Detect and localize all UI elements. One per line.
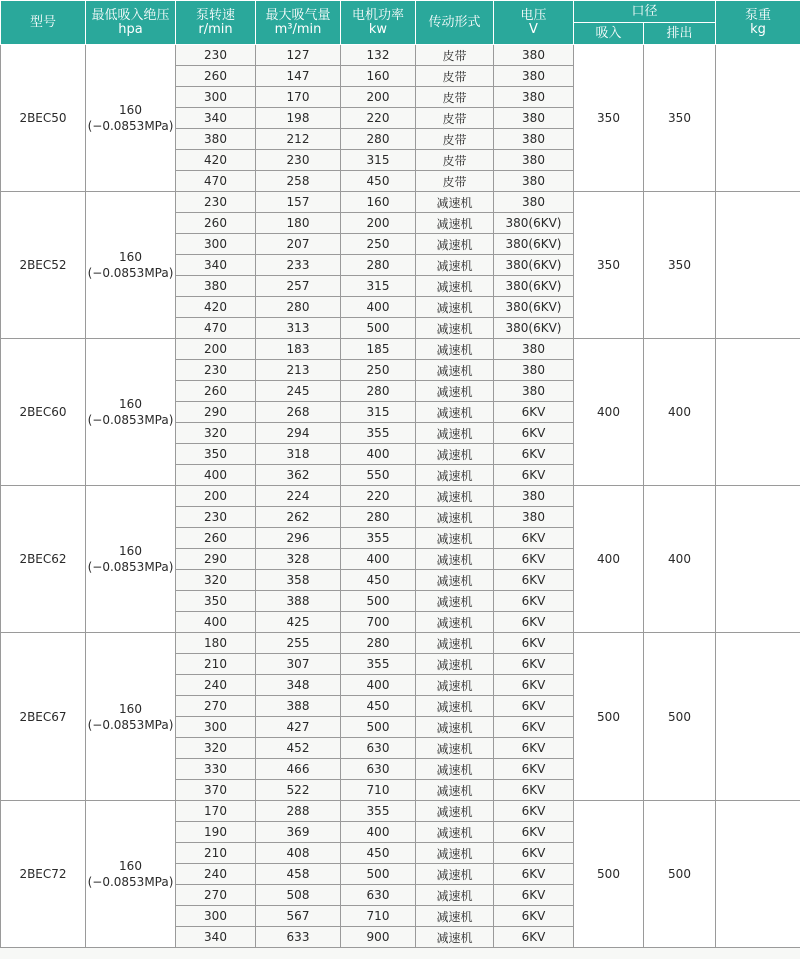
speed-cell: 370 [176,780,256,801]
model-cell: 2BEC52 [1,192,86,339]
speed-cell: 210 [176,654,256,675]
voltage-cell: 6KV [494,696,574,717]
air-volume-cell: 328 [256,549,341,570]
air-volume-cell: 425 [256,612,341,633]
pump-weight-cell [716,486,800,633]
voltage-cell: 380 [494,339,574,360]
pump-weight-cell [716,633,800,801]
col-header-pump-weight: 泵重 kg [716,1,800,45]
motor-power-cell: 280 [341,633,416,654]
air-volume-cell: 127 [256,45,341,66]
pressure-mpa: (−0.0853MPa) [87,119,174,133]
voltage-cell: 6KV [494,570,574,591]
speed-cell: 330 [176,759,256,780]
air-volume-cell: 198 [256,108,341,129]
outlet-cell: 350 [644,45,716,192]
speed-cell: 200 [176,339,256,360]
drive-type-cell: 减速机 [416,843,494,864]
drive-type-cell: 皮带 [416,66,494,87]
air-volume-cell: 213 [256,360,341,381]
model-cell: 2BEC67 [1,633,86,801]
speed-cell: 200 [176,486,256,507]
drive-type-cell: 减速机 [416,570,494,591]
speed-cell: 170 [176,801,256,822]
speed-cell: 380 [176,276,256,297]
inlet-cell: 400 [574,339,644,486]
voltage-cell: 6KV [494,738,574,759]
motor-power-cell: 220 [341,486,416,507]
motor-power-cell: 450 [341,843,416,864]
motor-power-cell: 185 [341,339,416,360]
pressure-mpa: (−0.0853MPa) [87,875,174,889]
outlet-cell: 400 [644,339,716,486]
motor-power-cell: 250 [341,360,416,381]
air-volume-cell: 362 [256,465,341,486]
pump-weight-cell [716,45,800,192]
pump-weight-cell [716,192,800,339]
voltage-cell: 380 [494,129,574,150]
inlet-cell: 350 [574,192,644,339]
air-volume-cell: 212 [256,129,341,150]
motor-power-cell: 450 [341,171,416,192]
voltage-cell: 380(6KV) [494,234,574,255]
col-header-speed: 泵转速 r/min [176,1,256,45]
motor-power-cell: 160 [341,192,416,213]
min-pressure-cell [86,45,176,192]
air-volume-cell: 245 [256,381,341,402]
drive-type-cell: 减速机 [416,192,494,213]
voltage-cell: 6KV [494,927,574,948]
drive-type-cell: 减速机 [416,465,494,486]
inlet-cell: 500 [574,633,644,801]
table-row [1,45,800,66]
air-volume-cell: 268 [256,402,341,423]
voltage-cell: 380 [494,507,574,528]
outlet-cell: 400 [644,486,716,633]
drive-type-cell: 减速机 [416,486,494,507]
voltage-cell: 380 [494,192,574,213]
drive-type-cell: 减速机 [416,780,494,801]
speed-cell: 350 [176,591,256,612]
drive-type-cell: 减速机 [416,822,494,843]
pressure-value: 160 [119,397,142,411]
speed-cell: 240 [176,864,256,885]
air-volume-cell: 466 [256,759,341,780]
motor-power-cell: 315 [341,276,416,297]
voltage-cell: 380 [494,108,574,129]
col-header-voltage: 电压 V [494,1,574,45]
air-volume-cell: 313 [256,318,341,339]
header-row-1 [1,1,800,23]
air-volume-cell: 408 [256,843,341,864]
speed-cell: 290 [176,549,256,570]
drive-type-cell: 减速机 [416,738,494,759]
voltage-cell: 380 [494,45,574,66]
drive-type-cell: 皮带 [416,87,494,108]
motor-power-cell: 450 [341,696,416,717]
drive-type-cell: 减速机 [416,591,494,612]
voltage-cell: 6KV [494,465,574,486]
speed-cell: 270 [176,696,256,717]
air-volume-cell: 157 [256,192,341,213]
speed-cell: 300 [176,717,256,738]
voltage-cell: 380 [494,171,574,192]
drive-type-cell: 减速机 [416,507,494,528]
motor-power-cell: 630 [341,738,416,759]
voltage-cell: 6KV [494,423,574,444]
drive-type-cell: 减速机 [416,801,494,822]
table-row [1,192,800,213]
drive-type-cell: 皮带 [416,129,494,150]
speed-cell: 270 [176,885,256,906]
motor-power-cell: 400 [341,822,416,843]
air-volume-cell: 280 [256,297,341,318]
drive-type-cell: 减速机 [416,339,494,360]
min-pressure-cell [86,339,176,486]
drive-type-cell: 减速机 [416,654,494,675]
air-volume-cell: 233 [256,255,341,276]
speed-cell: 320 [176,570,256,591]
table-row [1,801,800,822]
speed-cell: 190 [176,822,256,843]
voltage-cell: 6KV [494,612,574,633]
voltage-cell: 380 [494,360,574,381]
air-volume-cell: 358 [256,570,341,591]
pressure-value: 160 [119,250,142,264]
air-volume-cell: 452 [256,738,341,759]
motor-power-cell: 355 [341,801,416,822]
speed-cell: 470 [176,171,256,192]
motor-power-cell: 132 [341,45,416,66]
air-volume-cell: 458 [256,864,341,885]
model-cell: 2BEC62 [1,486,86,633]
table-row [1,633,800,654]
speed-cell: 230 [176,360,256,381]
speed-cell: 350 [176,444,256,465]
col-header-min-pressure: 最低吸入绝压 hpa [86,1,176,45]
drive-type-cell: 皮带 [416,171,494,192]
speed-cell: 260 [176,213,256,234]
air-volume-cell: 224 [256,486,341,507]
motor-power-cell: 500 [341,864,416,885]
speed-cell: 180 [176,633,256,654]
col-header-drive-type: 传动形式 [416,1,494,45]
voltage-cell: 380 [494,381,574,402]
motor-power-cell: 315 [341,150,416,171]
model-cell: 2BEC50 [1,45,86,192]
motor-power-cell: 710 [341,906,416,927]
drive-type-cell: 减速机 [416,213,494,234]
speed-cell: 230 [176,45,256,66]
col-header-outlet: 排出 [644,23,716,45]
drive-type-cell: 减速机 [416,276,494,297]
air-volume-cell: 170 [256,87,341,108]
motor-power-cell: 355 [341,528,416,549]
voltage-cell: 6KV [494,801,574,822]
pressure-mpa: (−0.0853MPa) [87,413,174,427]
drive-type-cell: 皮带 [416,150,494,171]
air-volume-cell: 294 [256,423,341,444]
voltage-cell: 6KV [494,885,574,906]
air-volume-cell: 388 [256,591,341,612]
pressure-mpa: (−0.0853MPa) [87,266,174,280]
voltage-cell: 6KV [494,843,574,864]
motor-power-cell: 200 [341,213,416,234]
speed-cell: 230 [176,507,256,528]
voltage-cell: 6KV [494,654,574,675]
speed-cell: 320 [176,738,256,759]
air-volume-cell: 427 [256,717,341,738]
pressure-mpa: (−0.0853MPa) [87,560,174,574]
drive-type-cell: 减速机 [416,696,494,717]
voltage-cell: 6KV [494,822,574,843]
drive-type-cell: 减速机 [416,633,494,654]
air-volume-cell: 257 [256,276,341,297]
motor-power-cell: 900 [341,927,416,948]
voltage-cell: 6KV [494,591,574,612]
speed-cell: 210 [176,843,256,864]
inlet-cell: 500 [574,801,644,948]
pressure-value: 160 [119,544,142,558]
motor-power-cell: 280 [341,255,416,276]
pump-weight-cell [716,801,800,948]
air-volume-cell: 307 [256,654,341,675]
pressure-value: 160 [119,701,142,716]
motor-power-cell: 160 [341,66,416,87]
voltage-cell: 380(6KV) [494,255,574,276]
pressure-value: 160 [119,103,142,117]
air-volume-cell: 567 [256,906,341,927]
voltage-cell: 380(6KV) [494,318,574,339]
speed-cell: 320 [176,423,256,444]
motor-power-cell: 280 [341,381,416,402]
inlet-cell: 400 [574,486,644,633]
air-volume-cell: 288 [256,801,341,822]
drive-type-cell: 皮带 [416,45,494,66]
speed-cell: 260 [176,66,256,87]
drive-type-cell: 减速机 [416,234,494,255]
voltage-cell: 380 [494,87,574,108]
speed-cell: 420 [176,297,256,318]
air-volume-cell: 633 [256,927,341,948]
col-header-air-volume: 最大吸气量 m³/min [256,1,341,45]
motor-power-cell: 550 [341,465,416,486]
drive-type-cell: 减速机 [416,759,494,780]
drive-type-cell: 减速机 [416,444,494,465]
drive-type-cell: 减速机 [416,927,494,948]
air-volume-cell: 147 [256,66,341,87]
motor-power-cell: 450 [341,570,416,591]
drive-type-cell: 减速机 [416,402,494,423]
voltage-cell: 380 [494,486,574,507]
speed-cell: 470 [176,318,256,339]
drive-type-cell: 减速机 [416,360,494,381]
speed-cell: 260 [176,528,256,549]
air-volume-cell: 180 [256,213,341,234]
table-row [1,339,800,360]
speed-cell: 300 [176,87,256,108]
speed-cell: 230 [176,192,256,213]
air-volume-cell: 262 [256,507,341,528]
air-volume-cell: 522 [256,780,341,801]
speed-cell: 400 [176,612,256,633]
min-pressure-cell [86,192,176,339]
voltage-cell: 6KV [494,444,574,465]
air-volume-cell: 258 [256,171,341,192]
motor-power-cell: 630 [341,759,416,780]
air-volume-cell: 183 [256,339,341,360]
min-pressure-cell [86,801,176,948]
motor-power-cell: 315 [341,402,416,423]
speed-cell: 300 [176,234,256,255]
motor-power-cell: 400 [341,444,416,465]
table-row [1,486,800,507]
motor-power-cell: 280 [341,129,416,150]
min-pressure-cell [86,486,176,633]
air-volume-cell: 508 [256,885,341,906]
pump-weight-cell [716,339,800,486]
motor-power-cell: 630 [341,885,416,906]
voltage-cell: 6KV [494,864,574,885]
motor-power-cell: 500 [341,591,416,612]
pressure-value: 160 [119,859,142,873]
drive-type-cell: 减速机 [416,906,494,927]
motor-power-cell: 220 [341,108,416,129]
drive-type-cell: 减速机 [416,528,494,549]
speed-cell: 400 [176,465,256,486]
pressure-mpa: (−0.0853MPa) [87,717,174,732]
air-volume-cell: 296 [256,528,341,549]
drive-type-cell: 减速机 [416,297,494,318]
drive-type-cell: 减速机 [416,255,494,276]
speed-cell: 300 [176,906,256,927]
speed-cell: 260 [176,381,256,402]
speed-cell: 380 [176,129,256,150]
model-cell: 2BEC72 [1,801,86,948]
voltage-cell: 380(6KV) [494,276,574,297]
drive-type-cell: 减速机 [416,549,494,570]
air-volume-cell: 207 [256,234,341,255]
motor-power-cell: 200 [341,87,416,108]
air-volume-cell: 388 [256,696,341,717]
col-header-model: 型号 [1,1,86,45]
drive-type-cell: 减速机 [416,318,494,339]
voltage-cell: 6KV [494,717,574,738]
col-header-inlet: 吸入 [574,23,644,45]
model-cell: 2BEC60 [1,339,86,486]
motor-power-cell: 280 [341,507,416,528]
voltage-cell: 380(6KV) [494,297,574,318]
air-volume-cell: 348 [256,675,341,696]
air-volume-cell: 230 [256,150,341,171]
motor-power-cell: 355 [341,423,416,444]
drive-type-cell: 皮带 [416,108,494,129]
motor-power-cell: 500 [341,717,416,738]
motor-power-cell: 400 [341,549,416,570]
voltage-cell: 380 [494,66,574,87]
voltage-cell: 6KV [494,675,574,696]
drive-type-cell: 减速机 [416,612,494,633]
drive-type-cell: 减速机 [416,675,494,696]
air-volume-cell: 255 [256,633,341,654]
speed-cell: 240 [176,675,256,696]
voltage-cell: 6KV [494,780,574,801]
outlet-cell: 500 [644,801,716,948]
voltage-cell: 380 [494,150,574,171]
voltage-cell: 6KV [494,528,574,549]
min-pressure-cell [86,633,176,801]
voltage-cell: 6KV [494,402,574,423]
motor-power-cell: 355 [341,654,416,675]
air-volume-cell: 318 [256,444,341,465]
air-volume-cell: 369 [256,822,341,843]
col-header-motor-power: 电机功率 kw [341,1,416,45]
table-body [1,45,800,948]
speed-cell: 420 [176,150,256,171]
inlet-cell: 350 [574,45,644,192]
motor-power-cell: 710 [341,780,416,801]
motor-power-cell: 500 [341,318,416,339]
drive-type-cell: 减速机 [416,885,494,906]
col-header-caliber: 口径 [574,1,716,23]
voltage-cell: 6KV [494,906,574,927]
speed-cell: 290 [176,402,256,423]
motor-power-cell: 250 [341,234,416,255]
outlet-cell: 350 [644,192,716,339]
outlet-cell: 500 [644,633,716,801]
drive-type-cell: 减速机 [416,423,494,444]
voltage-cell: 6KV [494,549,574,570]
voltage-cell: 6KV [494,633,574,654]
motor-power-cell: 400 [341,675,416,696]
voltage-cell: 6KV [494,759,574,780]
drive-type-cell: 减速机 [416,864,494,885]
speed-cell: 340 [176,927,256,948]
speed-cell: 340 [176,255,256,276]
voltage-cell: 380(6KV) [494,213,574,234]
speed-cell: 340 [176,108,256,129]
table-header [1,1,800,45]
drive-type-cell: 减速机 [416,717,494,738]
drive-type-cell: 减速机 [416,381,494,402]
motor-power-cell: 700 [341,612,416,633]
motor-power-cell: 400 [341,297,416,318]
